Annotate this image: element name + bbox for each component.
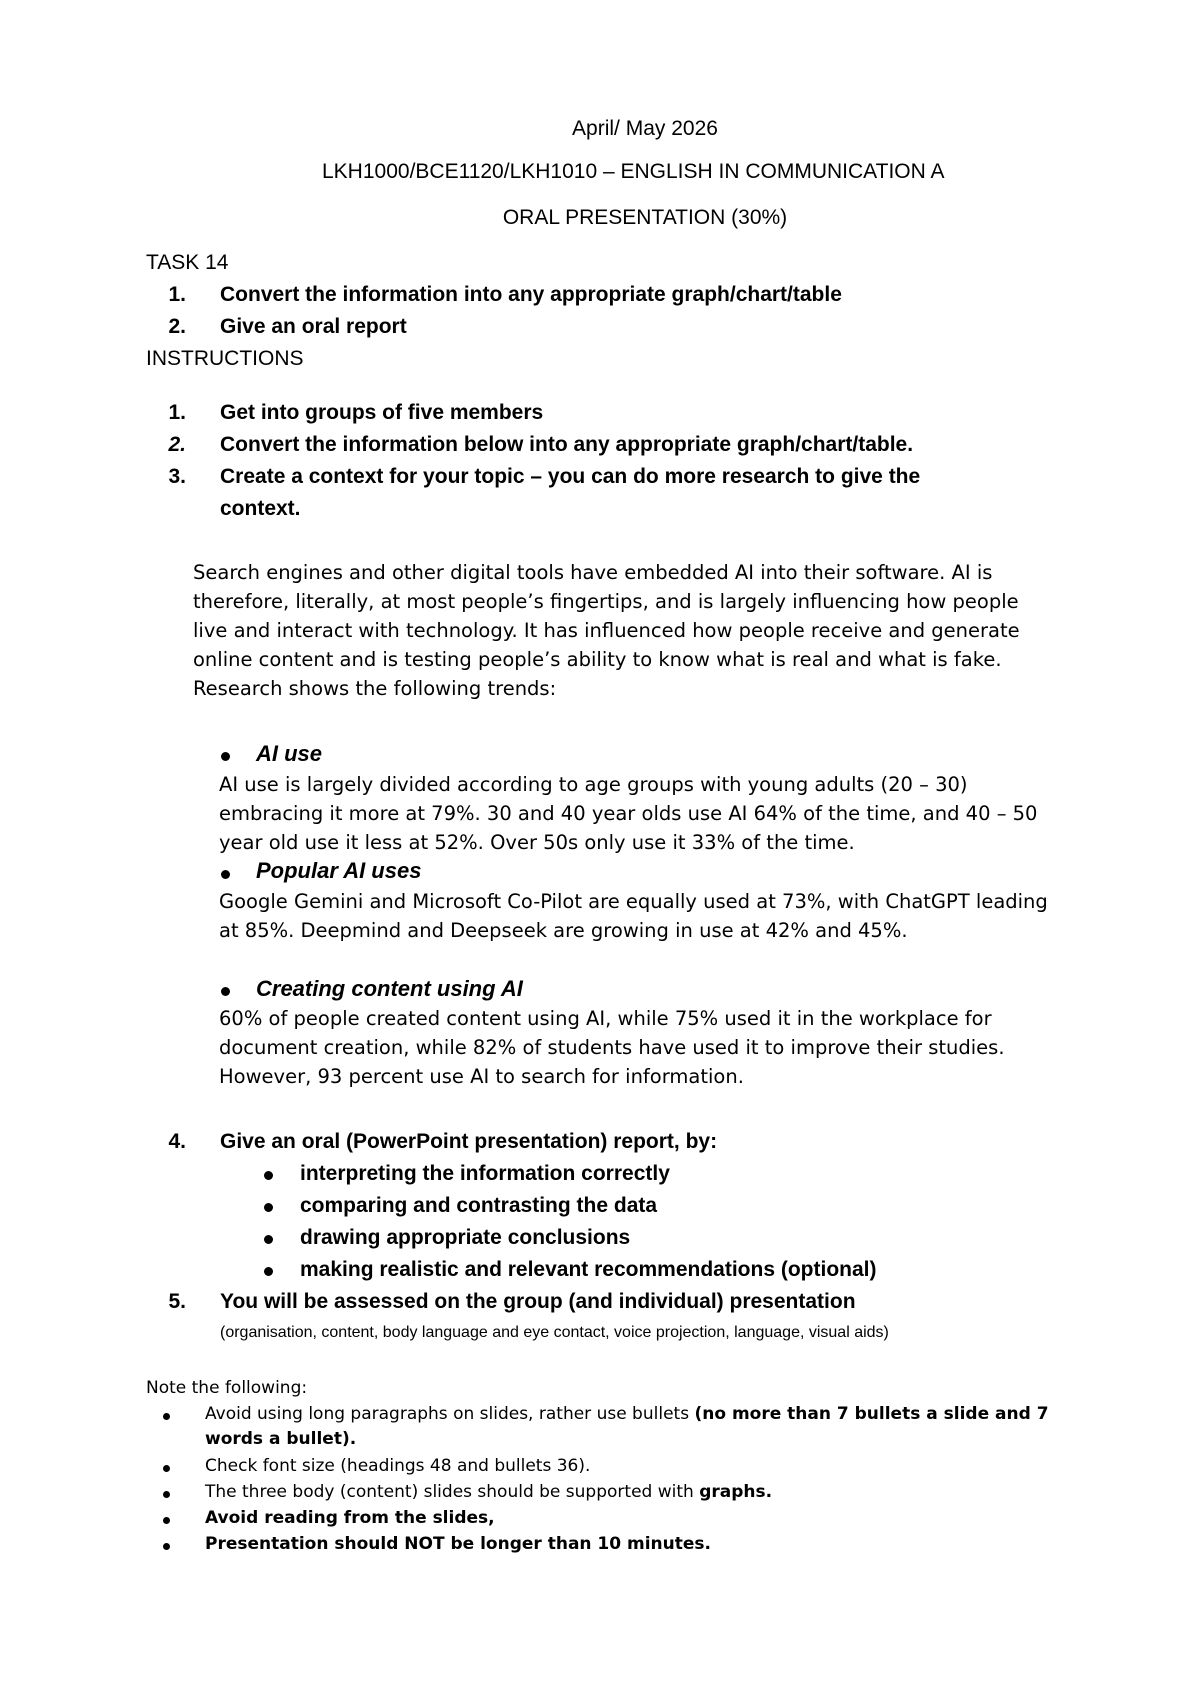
bullet-icon <box>163 1543 170 1550</box>
trend-line: However, 93 percent use AI to search for information. <box>219 1065 744 1088</box>
step-number: 5. <box>168 1290 186 1313</box>
note-item-1-continued: words a bullet). <box>205 1429 357 1449</box>
instruction-number: 2. <box>168 433 186 456</box>
bullet-icon <box>163 1413 170 1420</box>
bullet-icon <box>163 1491 170 1498</box>
trend-line: embracing it more at 79%. 30 and 40 year olds use AI 64% of the time, and 40 – 50 <box>219 802 1038 825</box>
intro-line: Research shows the following trends: <box>193 677 557 700</box>
step-number: 4. <box>168 1130 186 1153</box>
task-title: TASK 14 <box>146 251 229 274</box>
note-text: The three body (content) slides should be supported with <box>205 1482 700 1502</box>
intro-line: online content and is testing people’s ability to know what is real and what is fake. <box>193 648 1002 671</box>
intro-line: Search engines and other digital tools have embedded AI into their software. AI is <box>193 561 993 584</box>
note-emphasis: graphs. <box>699 1482 773 1502</box>
intro-line: live and interact with technology. It has influenced how people receive and generate <box>193 619 1020 642</box>
trend-text-creating-content <box>219 1004 1005 1091</box>
step-text: You will be assessed on the group (and individual) presentation <box>220 1290 856 1313</box>
trend-text-popular-ai-uses <box>219 887 1048 945</box>
task-item-number: 2. <box>168 315 186 338</box>
instruction-text: Create a context for your topic – you can do more research to give the <box>220 465 921 488</box>
task-item-number: 1. <box>168 283 186 306</box>
trend-line: at 85%. Deepmind and Deepseek are growing in use at 42% and 45%. <box>219 919 908 942</box>
bullet-icon <box>221 987 230 996</box>
trend-line: Google Gemini and Microsoft Co-Pilot are equally used at 73%, with ChatGPT leading <box>219 890 1048 913</box>
note-item-4: Avoid reading from the slides, <box>205 1508 495 1528</box>
trend-title-popular-ai-uses: Popular AI uses <box>256 858 422 883</box>
note-item-2: Check font size (headings 48 and bullets 36). <box>205 1456 591 1476</box>
note-text: Avoid using long paragraphs on slides, rather use bullets <box>205 1404 695 1424</box>
step-4-bullet: interpreting the information correctly <box>300 1162 670 1185</box>
trend-line: document creation, while 82% of students have used it to improve their studies. <box>219 1036 1005 1059</box>
note-item-3 <box>205 1482 772 1502</box>
step-4-bullet: drawing appropriate conclusions <box>300 1226 631 1249</box>
notes-title: Note the following: <box>146 1378 308 1398</box>
trend-line: 60% of people created content using AI, while 75% used it in the workplace for <box>219 1007 992 1030</box>
step-4-bullet: comparing and contrasting the data <box>300 1194 658 1217</box>
trend-text-ai-use <box>219 770 1037 857</box>
bullet-icon <box>221 752 230 761</box>
assessment-criteria: (organisation, content, body language and eye contact, voice projection, language, visual aids) <box>220 1324 889 1341</box>
course-title: LKH1000/BCE1120/LKH1010 – ENGLISH IN COMMUNICATION A <box>322 160 945 183</box>
instruction-number: 3. <box>168 465 186 488</box>
note-emphasis: (no more than 7 bullets a slide and 7 <box>694 1404 1049 1424</box>
exam-date: April/ May 2026 <box>572 117 718 140</box>
task-item-text: Convert the information into any appropriate graph/chart/table <box>220 283 842 306</box>
step-4-bullet: making realistic and relevant recommendations (optional) <box>300 1258 877 1281</box>
assessment-title: ORAL PRESENTATION (30%) <box>502 206 788 229</box>
note-item-5: Presentation should NOT be longer than 10 minutes. <box>205 1534 711 1554</box>
trend-line: year old use it less at 52%. Over 50s only use it 33% of the time. <box>219 831 855 854</box>
bullet-icon <box>221 870 230 879</box>
bullet-icon <box>264 1203 273 1212</box>
task-item-text: Give an oral report <box>220 315 407 338</box>
note-item-1 <box>205 1404 1049 1424</box>
trend-title-creating-content: Creating content using AI <box>256 976 523 1001</box>
trend-title-ai-use: AI use <box>256 741 323 766</box>
trend-line: AI use is largely divided according to age groups with young adults (20 – 30) <box>219 773 968 796</box>
instruction-text: Convert the information below into any appropriate graph/chart/table. <box>220 433 914 456</box>
bullet-icon <box>264 1235 273 1244</box>
instruction-text: Get into groups of five members <box>220 401 544 424</box>
bullet-icon <box>163 1465 170 1472</box>
intro-paragraph <box>193 558 1020 703</box>
intro-line: therefore, literally, at most people’s fingertips, and is largely influencing how people <box>193 590 1019 613</box>
bullet-icon <box>163 1517 170 1524</box>
step-text: Give an oral (PowerPoint presentation) report, by: <box>220 1130 718 1153</box>
instructions-title: INSTRUCTIONS <box>146 347 304 370</box>
bullet-icon <box>264 1171 273 1180</box>
bullet-icon <box>264 1267 273 1276</box>
instruction-number: 1. <box>168 401 186 424</box>
instruction-text-continued: context. <box>220 497 301 520</box>
